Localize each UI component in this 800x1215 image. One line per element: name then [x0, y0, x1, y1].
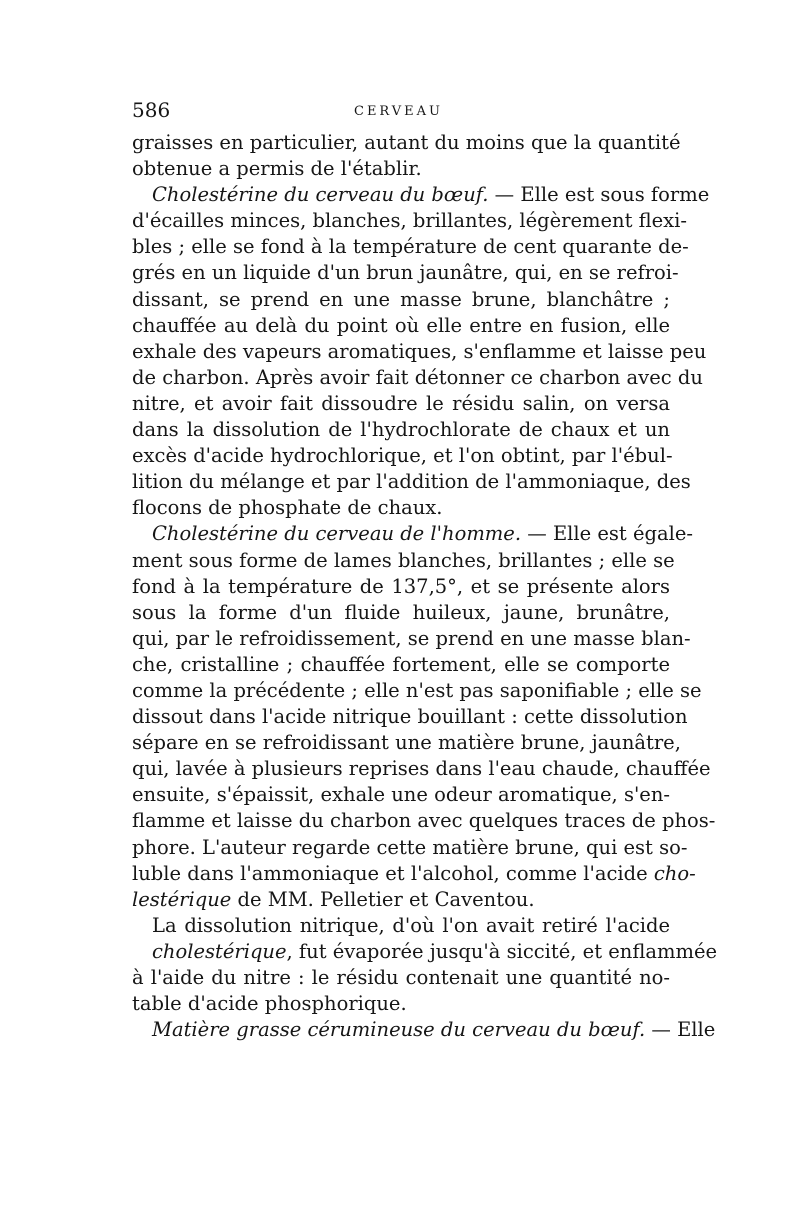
text-line	[132, 469, 691, 495]
text-segment: d'écailles minces, blanches, brillantes, légèrement flexi-	[132, 209, 687, 233]
text-line	[132, 234, 689, 260]
text-segment: flocons de phosphate de chaux.	[132, 496, 443, 520]
text-segment: chauffée au delà du point où elle entre en fusion, elle	[132, 313, 670, 337]
text-segment: sous la forme d'un fluide huileux, jaune, brunâtre,	[132, 600, 670, 624]
text-line	[132, 730, 681, 756]
text-segment: de MM. Pelletier et Caventou.	[231, 887, 535, 911]
text-segment: dissant, se prend en une masse brune, blanchâtre ;	[132, 287, 670, 311]
text-line	[132, 443, 673, 469]
text-segment: bles ; elle se fond à la température de cent quarante de-	[132, 235, 689, 259]
text-segment: sépare en se refroidissant une matière brune, jaunâtre,	[132, 731, 681, 755]
text-line	[132, 808, 716, 834]
text-line	[132, 521, 693, 547]
text-line	[132, 965, 670, 991]
italic-text: cho-	[653, 861, 696, 885]
text-line	[132, 1017, 716, 1043]
text-line	[132, 495, 670, 521]
text-segment: grés en un liquide d'un brun jaunâtre, qui, en se refroi-	[132, 261, 679, 285]
text-line	[132, 835, 688, 861]
text-segment: — Elle est sous forme	[488, 183, 710, 207]
text-line	[132, 678, 702, 704]
text-segment: ment sous forme de lames blanches, brillantes ; elle se	[132, 548, 675, 572]
page-number: 586	[132, 98, 171, 122]
page-header	[132, 96, 670, 128]
text-segment: comme la précédente ; elle n'est pas saponifiable ; elle se	[132, 678, 702, 702]
text-line	[132, 287, 670, 313]
text-segment: phore. L'auteur regarde cette matière brune, qui est so-	[132, 835, 688, 859]
text-segment: obtenue a permis de l'établir.	[132, 157, 422, 181]
italic-text: Cholestérine du cerveau du bœuf.	[152, 183, 489, 207]
text-line	[132, 704, 688, 730]
text-line	[132, 156, 670, 182]
text-line	[132, 130, 681, 156]
text-segment: — Elle	[645, 1018, 716, 1042]
text-segment: luble dans l'ammoniaque et l'alcohol, comme l'acide	[132, 861, 654, 885]
text-segment: de charbon. Après avoir fait détonner ce charbon avec du	[132, 365, 703, 389]
text-line	[132, 548, 675, 574]
text-line	[132, 913, 670, 939]
italic-text: cholestérique	[152, 939, 287, 963]
text-line	[132, 391, 670, 417]
text-line	[132, 887, 670, 913]
text-line	[132, 208, 687, 234]
text-line	[132, 574, 670, 600]
text-segment: ensuite, s'épaissit, exhale une odeur aromatique, s'en-	[132, 783, 670, 807]
text-line	[132, 861, 696, 887]
text-line	[132, 756, 711, 782]
body-text	[132, 130, 718, 1043]
text-segment: — Elle est égale-	[521, 522, 693, 546]
text-segment: qui, par le refroidissement, se prend en une masse blan-	[132, 626, 691, 650]
text-segment: dissout dans l'acide nitrique bouillant : cette dissolution	[132, 705, 688, 729]
italic-text: lestérique	[132, 887, 232, 911]
italic-text: Matière grasse cérumineuse du cerveau du bœuf.	[152, 1018, 646, 1042]
text-segment: lition du mélange et par l'addition de l'ammoniaque, des	[132, 470, 691, 494]
text-line	[132, 600, 670, 626]
text-line	[132, 182, 710, 208]
text-segment: graisses en particulier, autant du moins que la quantité	[132, 131, 681, 154]
text-line	[132, 626, 691, 652]
text-line	[132, 782, 670, 808]
text-line	[132, 313, 670, 339]
text-line	[132, 417, 670, 443]
text-line	[132, 260, 679, 286]
running-head: CERVEAU	[354, 104, 443, 119]
text-line	[132, 365, 703, 391]
text-segment: che, cristalline ; chauffée fortement, elle se comporte	[132, 652, 670, 676]
text-segment: à l'aide du nitre : le résidu contenait une quantité no-	[132, 966, 670, 989]
text-segment: qui, lavée à plusieurs reprises dans l'eau chaude, chauffée	[132, 757, 711, 781]
text-segment: excès d'acide hydrochlorique, et l'on obtint, par l'ébul-	[132, 444, 673, 468]
text-segment: table d'acide phosphorique.	[132, 992, 407, 1016]
text-line	[132, 652, 670, 678]
text-segment: fond à la température de 137,5°, et se présente alors	[132, 574, 670, 598]
text-segment: dans la dissolution de l'hydrochlorate de chaux et un	[132, 418, 670, 442]
text-segment: , fut évaporée jusqu'à siccité, et enflammée	[286, 939, 718, 963]
text-line	[132, 939, 718, 965]
text-segment: La dissolution nitrique, d'où l'on avait retiré l'acide	[152, 913, 670, 937]
text-segment: exhale des vapeurs aromatiques, s'enflamme et laisse peu	[132, 339, 707, 363]
italic-text: Cholestérine du cerveau de l'homme.	[152, 522, 522, 546]
text-segment: nitre, et avoir fait dissoudre le résidu salin, on versa	[132, 391, 670, 415]
text-line	[132, 991, 670, 1017]
text-segment: flamme et laisse du charbon avec quelques traces de phos-	[132, 809, 716, 833]
text-line	[132, 339, 707, 365]
